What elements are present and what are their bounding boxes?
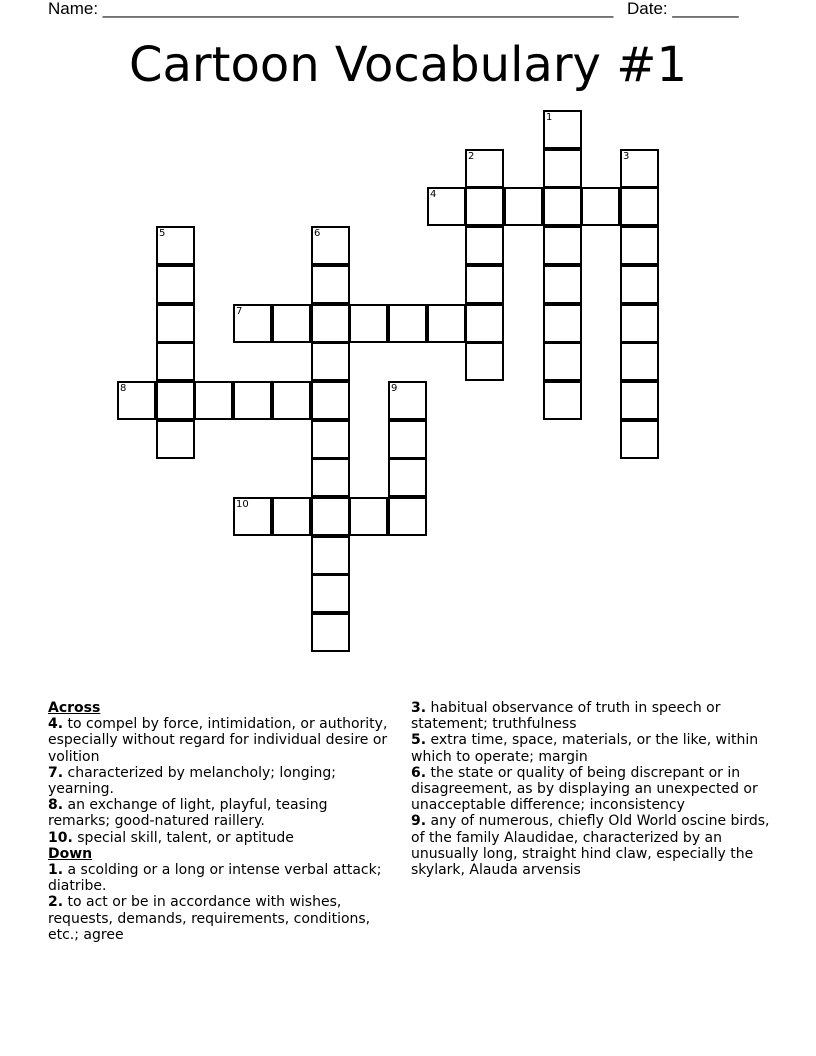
clue-number: 7 xyxy=(236,306,243,317)
clue-text: any of numerous, chiefly Old World oscine birds, of the family Alaudidae, characterized by an unusually long, straight hind claw, especially the skylark, Alauda arvensis xyxy=(411,813,770,879)
clue-text: extra time, space, materials, or the like, within which to operate; margin xyxy=(411,732,759,765)
clue-number: 7. xyxy=(48,764,64,781)
across-heading: Across xyxy=(48,700,101,716)
grid-cell[interactable] xyxy=(311,265,350,304)
clue-item xyxy=(48,797,388,829)
grid-cell[interactable] xyxy=(465,226,504,265)
clues-right-column xyxy=(411,700,771,878)
grid-cell[interactable] xyxy=(543,187,582,226)
grid-cell[interactable] xyxy=(427,304,466,343)
grid-cell[interactable] xyxy=(311,381,350,420)
clue-number: 2 xyxy=(468,151,475,162)
grid-cell[interactable] xyxy=(311,342,350,381)
grid-cell[interactable] xyxy=(465,265,504,304)
grid-cell[interactable] xyxy=(543,381,582,420)
clue-text: characterized by melancholy; longing; yearning. xyxy=(48,764,337,798)
grid-cell[interactable] xyxy=(543,226,582,265)
across-clue-list xyxy=(48,716,388,846)
grid-cell[interactable] xyxy=(349,304,388,343)
clue-text: to act or be in accordance with wishes, requests, demands, requirements, conditions, etc.; agree xyxy=(48,894,371,943)
grid-cell[interactable] xyxy=(272,381,311,420)
grid-cell[interactable] xyxy=(543,149,582,188)
grid-cell[interactable] xyxy=(272,304,311,343)
grid-cell[interactable] xyxy=(311,458,350,497)
clue-item xyxy=(48,830,388,846)
clue-item xyxy=(48,862,388,894)
grid-cell-7[interactable] xyxy=(233,304,272,343)
grid-cell[interactable] xyxy=(620,187,659,226)
grid-cell-5[interactable] xyxy=(156,226,195,265)
clues-left-column xyxy=(48,700,388,943)
grid-cell[interactable] xyxy=(272,497,311,536)
grid-cell[interactable] xyxy=(156,342,195,381)
grid-cell-8[interactable] xyxy=(117,381,156,420)
clue-text: to compel by force, intimidation, or authority, especially without regard for individual desire or volition xyxy=(48,716,388,765)
grid-cell[interactable] xyxy=(465,304,504,343)
clue-number: 2. xyxy=(48,894,64,911)
clue-number: 1. xyxy=(48,862,64,879)
grid-cell[interactable] xyxy=(388,458,427,497)
clue-text: special skill, talent, or aptitude xyxy=(72,829,294,846)
clue-number: 1 xyxy=(546,112,553,123)
grid-cell[interactable] xyxy=(311,304,350,343)
grid-cell[interactable] xyxy=(156,381,195,420)
down-heading: Down xyxy=(48,845,93,862)
grid-cell[interactable] xyxy=(581,187,620,226)
grid-cell-6[interactable] xyxy=(311,226,350,265)
clue-text: an exchange of light, playful, teasing remarks; good-natured raillery. xyxy=(48,797,328,830)
grid-cell[interactable] xyxy=(311,420,350,459)
clue-item xyxy=(411,813,771,878)
clue-text: the state or quality of being discrepant or in disagreement, as by displaying an unexpected or unacceptable difference; inconsistency xyxy=(411,764,758,814)
grid-cell[interactable] xyxy=(156,304,195,343)
grid-cell-3[interactable] xyxy=(620,149,659,188)
clue-number: 4 xyxy=(430,189,437,200)
clue-number: 5. xyxy=(411,732,427,749)
grid-cell-10[interactable] xyxy=(233,497,272,536)
grid-cell[interactable] xyxy=(233,381,272,420)
clue-item xyxy=(411,765,771,814)
grid-cell[interactable] xyxy=(156,420,195,459)
grid-cell[interactable] xyxy=(620,381,659,420)
grid-cell[interactable] xyxy=(465,187,504,226)
clue-item xyxy=(411,732,771,764)
clue-item xyxy=(48,894,388,943)
grid-cell-2[interactable] xyxy=(465,149,504,188)
grid-cell[interactable] xyxy=(349,497,388,536)
clue-text: a scolding or a long or intense verbal attack; diatribe. xyxy=(48,862,382,895)
grid-cell[interactable] xyxy=(620,420,659,459)
grid-cell[interactable] xyxy=(388,304,427,343)
clue-item xyxy=(48,716,388,765)
grid-cell[interactable] xyxy=(543,342,582,381)
name-line: Name: ______________________________________________________ xyxy=(48,0,614,18)
grid-cell[interactable] xyxy=(465,342,504,381)
grid-cell[interactable] xyxy=(543,265,582,304)
grid-cell[interactable] xyxy=(620,342,659,381)
grid-cell[interactable] xyxy=(620,265,659,304)
clue-text: habitual observance of truth in speech or statement; truthfulness xyxy=(411,700,721,733)
grid-cell[interactable] xyxy=(543,304,582,343)
grid-cell-1[interactable] xyxy=(543,110,582,149)
grid-cell[interactable] xyxy=(311,536,350,575)
clue-item xyxy=(411,700,771,732)
down-clue-list xyxy=(48,862,388,943)
clue-number: 9. xyxy=(411,813,427,830)
grid-cell[interactable] xyxy=(620,226,659,265)
clue-number: 5 xyxy=(159,228,166,239)
down-clue-list-continued xyxy=(411,700,771,878)
date-line: Date: _______ xyxy=(627,0,739,18)
grid-cell-9[interactable] xyxy=(388,381,427,420)
clue-number: 3. xyxy=(411,700,427,716)
grid-cell[interactable] xyxy=(194,381,233,420)
clue-number: 10. xyxy=(48,829,73,846)
grid-cell[interactable] xyxy=(156,265,195,304)
grid-cell[interactable] xyxy=(504,187,543,226)
clue-number: 10 xyxy=(236,499,249,510)
clue-number: 6. xyxy=(411,764,427,781)
clue-number: 8. xyxy=(48,797,64,814)
clue-item xyxy=(48,765,388,797)
page-title: Cartoon Vocabulary #1 xyxy=(129,37,687,93)
clue-number: 9 xyxy=(391,383,398,394)
grid-cell[interactable] xyxy=(311,497,350,536)
grid-cell[interactable] xyxy=(311,613,350,652)
clue-number: 4. xyxy=(48,716,64,733)
grid-cell[interactable] xyxy=(388,420,427,459)
clue-number: 6 xyxy=(314,228,321,239)
clue-number: 8 xyxy=(120,383,127,394)
grid-cell[interactable] xyxy=(311,574,350,613)
clue-number: 3 xyxy=(623,151,630,162)
grid-cell-4[interactable] xyxy=(427,187,466,226)
grid-cell[interactable] xyxy=(620,304,659,343)
grid-cell[interactable] xyxy=(388,497,427,536)
